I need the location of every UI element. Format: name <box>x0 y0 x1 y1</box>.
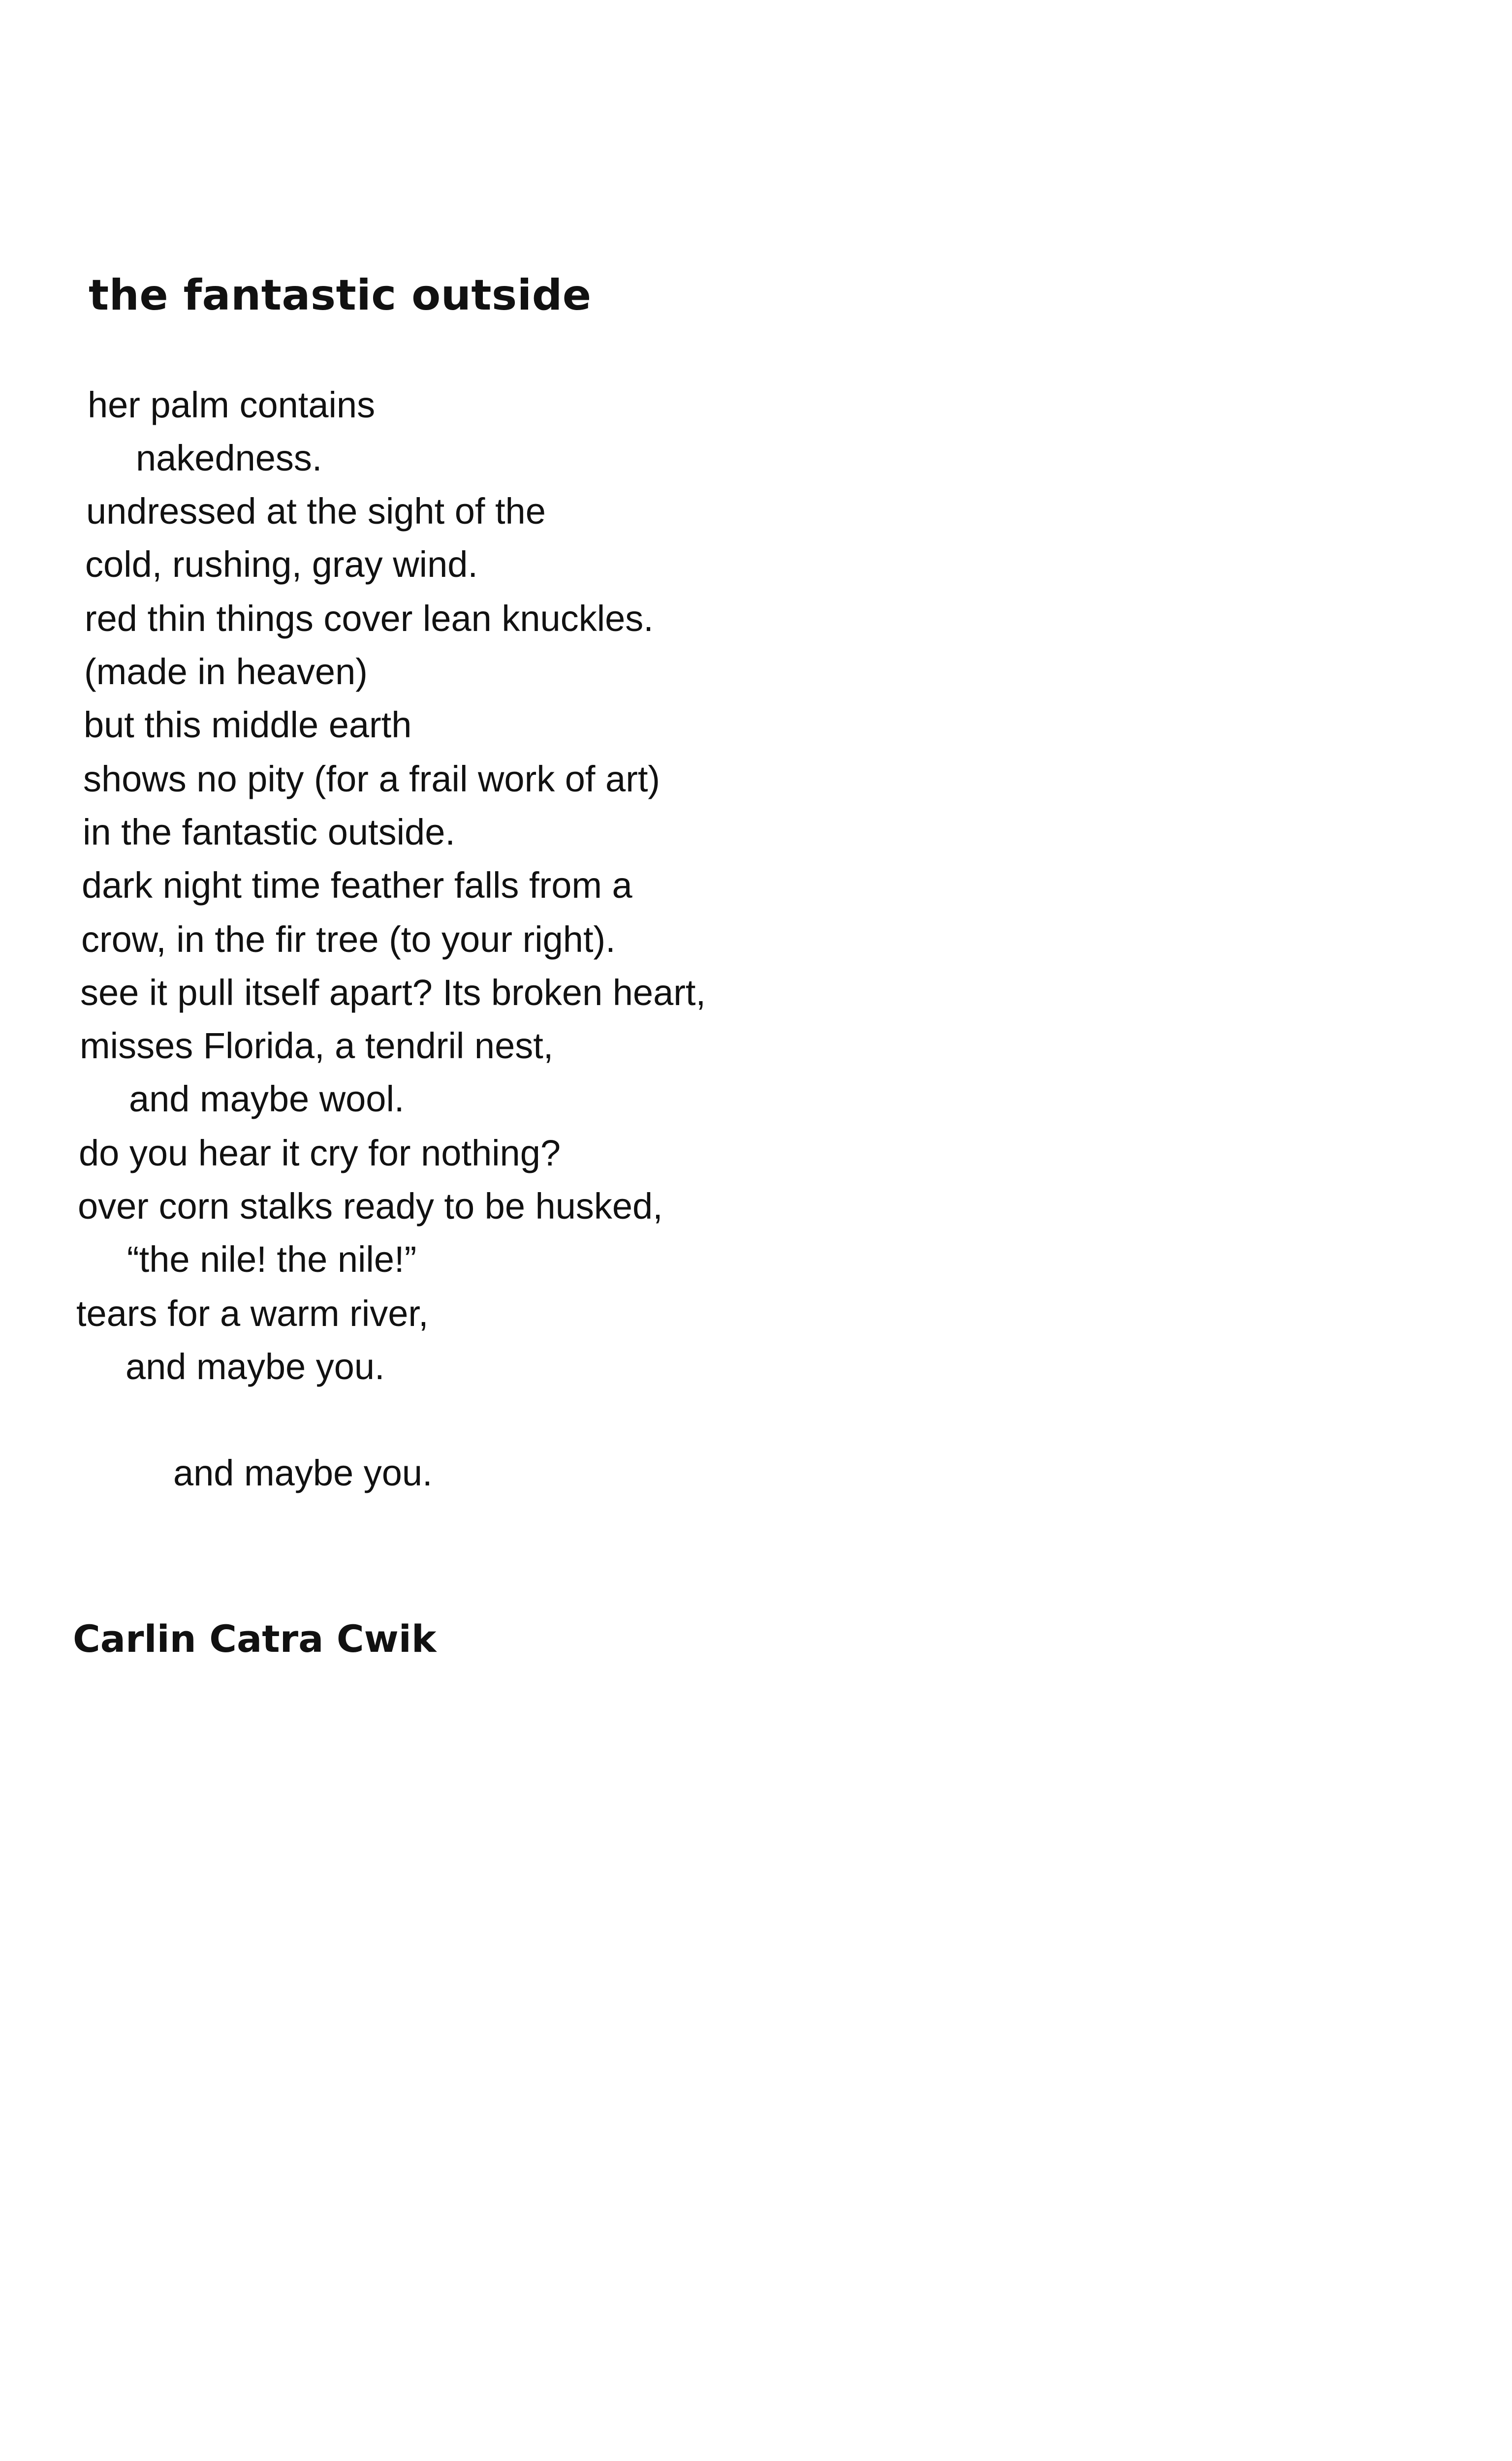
poem-line: do you hear it cry for nothing? <box>79 1133 561 1173</box>
poem-line: “the nile! the nile!” <box>127 1239 417 1280</box>
poem-line: and maybe you. <box>173 1452 433 1493</box>
poem-line: (made in heaven) <box>84 651 368 692</box>
poem-line: misses Florida, a tendril nest, <box>80 1025 554 1066</box>
poem-line: but this middle earth <box>84 704 412 745</box>
poem-line: tears for a warm river, <box>76 1293 429 1334</box>
poem-title: the fantastic outside <box>89 271 592 320</box>
poem-line: undressed at the sight of the <box>86 491 546 532</box>
poem-line: see it pull itself apart? Its broken heart, <box>80 972 706 1013</box>
poem-line: nakedness. <box>136 438 322 478</box>
poem-line: dark night time feather falls from a <box>82 865 632 906</box>
poem-line: cold, rushing, gray wind. <box>85 544 478 585</box>
poem-line: in the fantastic outside. <box>83 812 455 852</box>
poem-line: over corn stalks ready to be husked, <box>78 1186 663 1227</box>
poem-line: and maybe you. <box>126 1346 385 1387</box>
poem-line: her palm contains <box>88 384 376 425</box>
poem-line: and maybe wool. <box>129 1078 405 1119</box>
poem-line: shows no pity (for a frail work of art) <box>83 758 661 799</box>
poem-line: crow, in the fir tree (to your right). <box>81 919 616 960</box>
poem-line: red thin things cover lean knuckles. <box>85 598 654 639</box>
poem-author: Carlin Catra Cwik <box>73 1617 437 1661</box>
